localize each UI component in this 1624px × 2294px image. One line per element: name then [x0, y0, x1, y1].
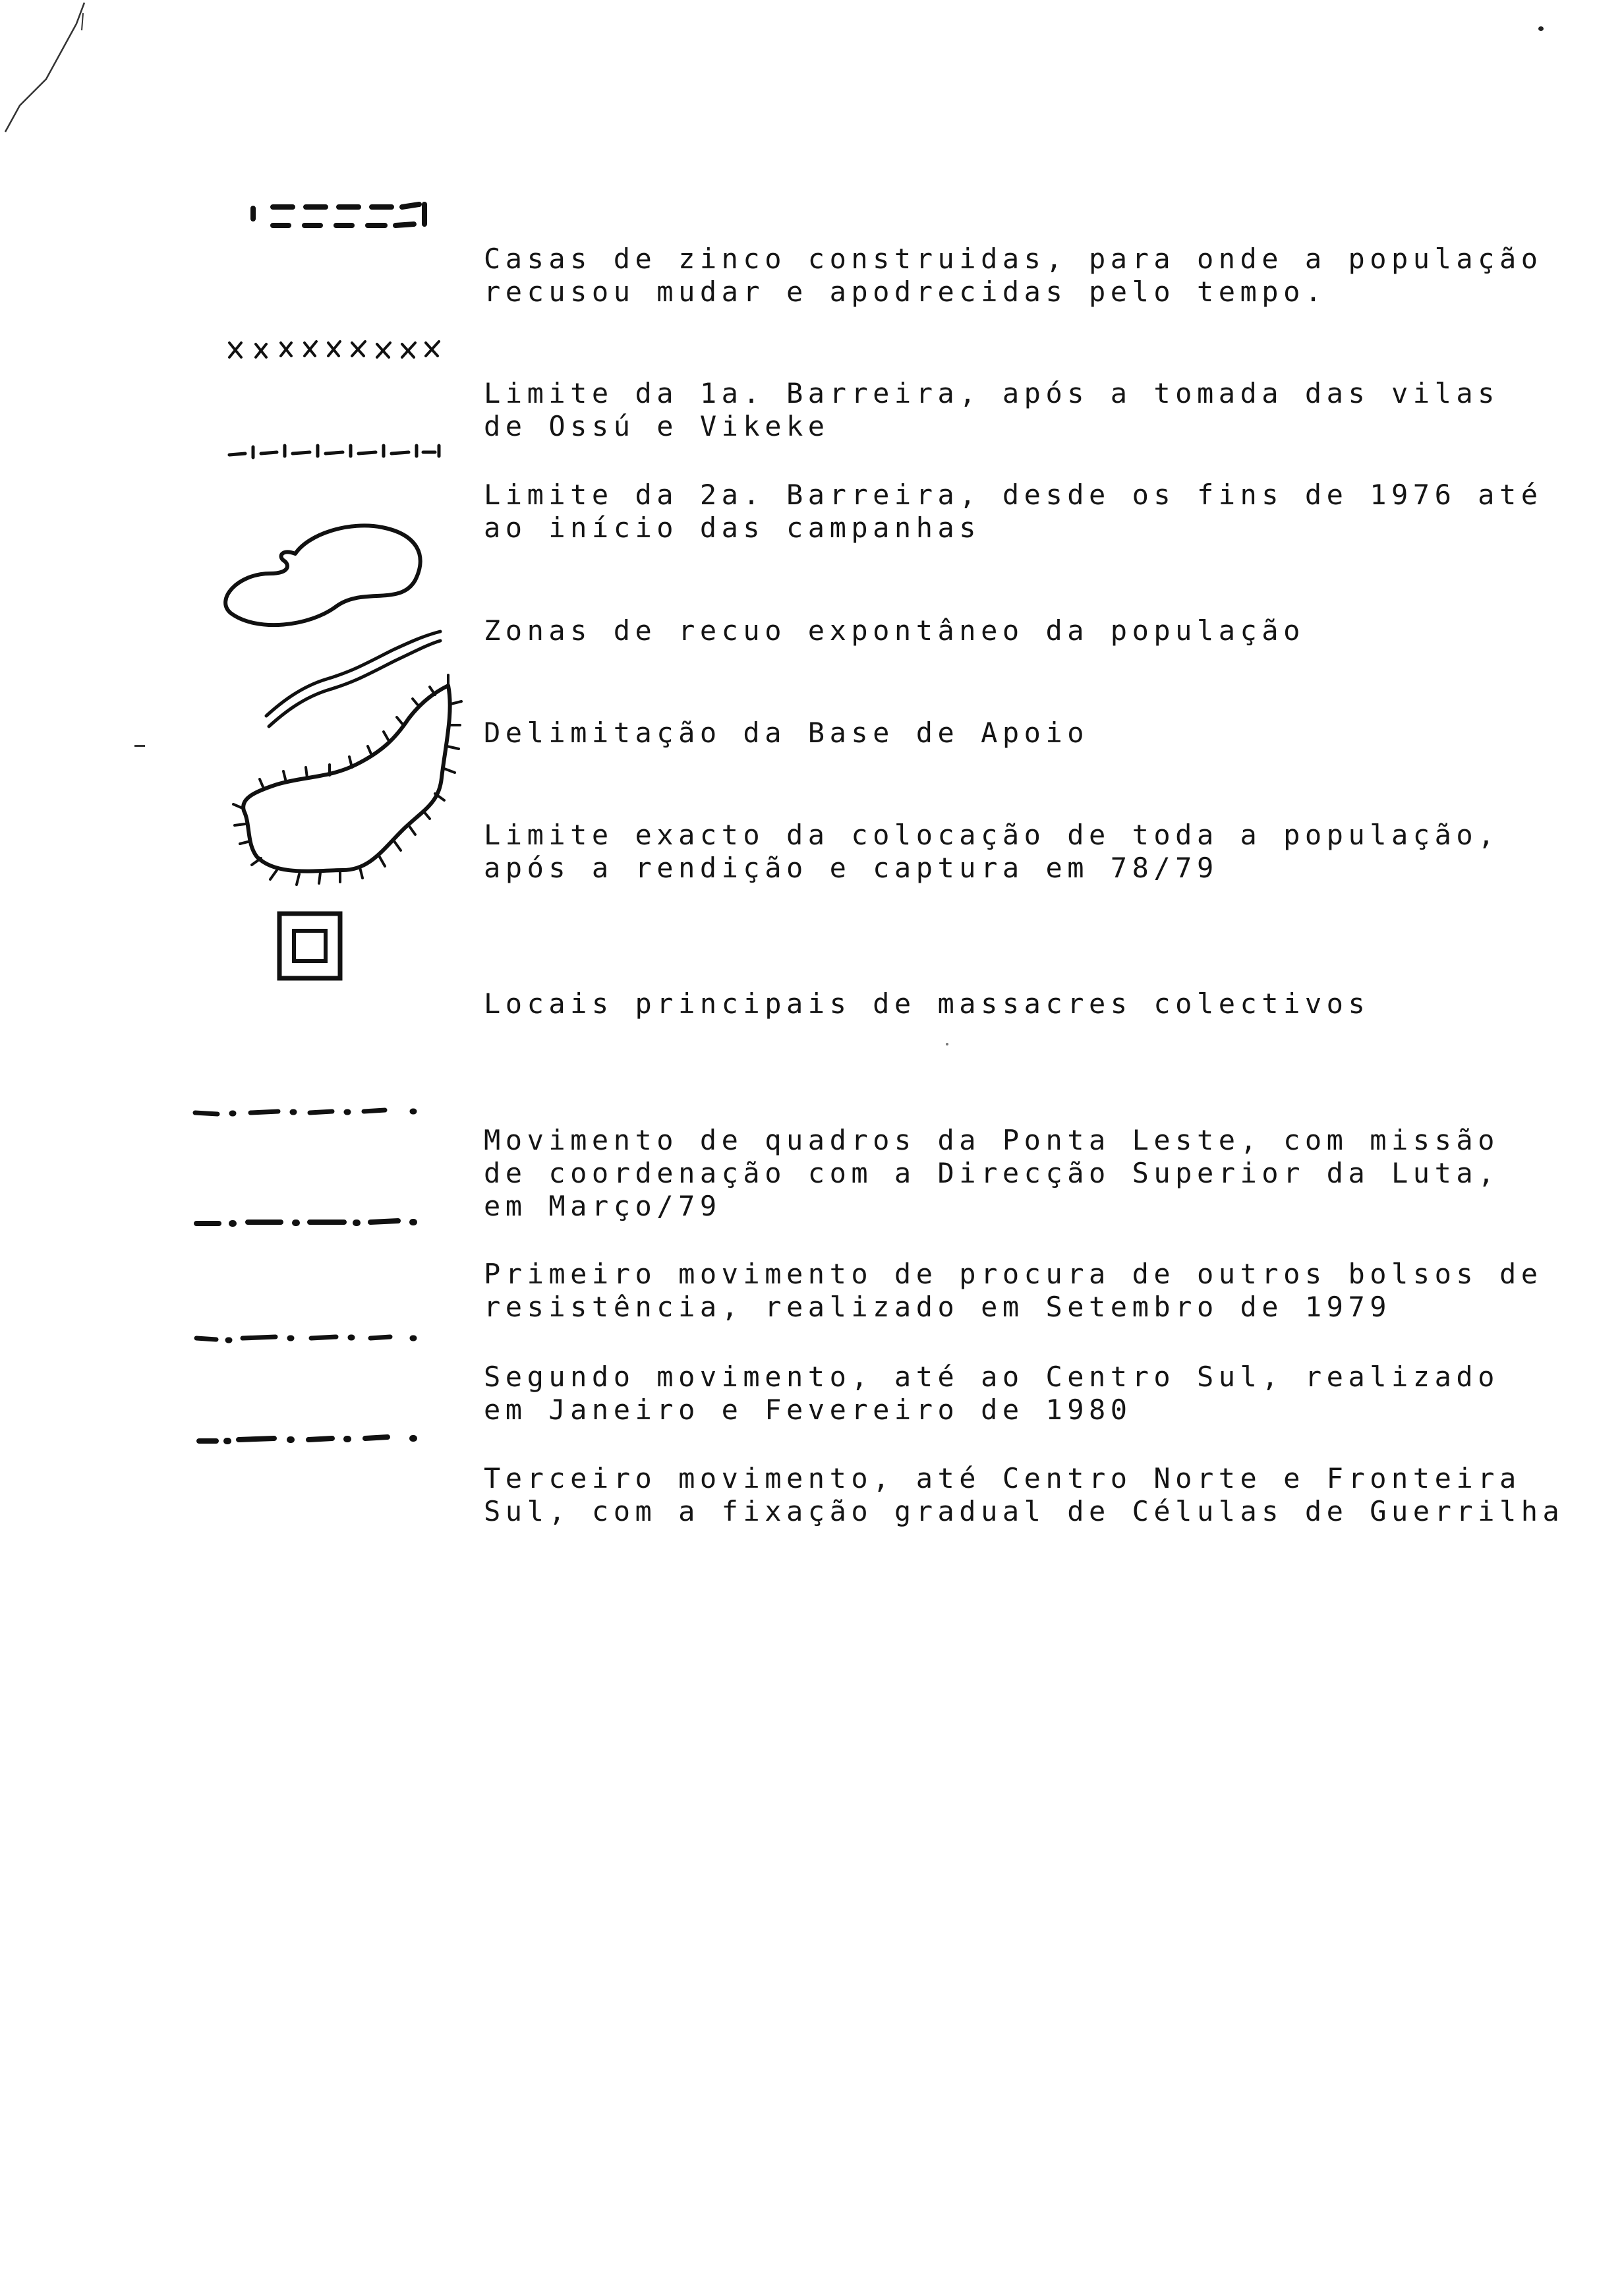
legend-text-zinc-houses: Casas de zinco construidas, para onde a população recusou mudar e apodrecidas pelo tempo.: [484, 243, 1543, 308]
dash-dot-line-symbol: [191, 1102, 428, 1122]
double-square-symbol: [277, 911, 343, 981]
x-line-symbol: [225, 335, 443, 368]
legend-text-second-movement: Segundo movimento, até ao Centro Sul, realizado em Janeiro e Fevereiro de 1980: [484, 1361, 1499, 1426]
legend-text-support-base: Delimitação da Base de Apoio: [484, 717, 1089, 749]
legend-text-first-movement: Primeiro movimento de procura de outros bolsos de resistência, realizado em Setembro de 1979: [484, 1258, 1543, 1323]
tick-line-symbol: [227, 435, 444, 468]
speck-mark: [1538, 26, 1544, 31]
dash-dot-line-symbol: [192, 1213, 430, 1233]
legend-text-massacre-sites: Locais principais de massacres colectivos: [484, 987, 1370, 1020]
legend-text-retreat-zones: Zonas de recuo expontâneo da população: [484, 614, 1305, 647]
hatched-outline-symbol: [231, 672, 468, 897]
margin-dash-mark: [134, 745, 145, 747]
legend-text-population-limit: Limite exacto da colocação de toda a população, após a rendição e captura em 78/79: [484, 819, 1499, 884]
dash-dot-line-symbol: [192, 1430, 430, 1450]
blob-outline-symbol: [218, 508, 435, 639]
dashed-box-symbol: [249, 195, 434, 237]
legend-text-third-movement: Terceiro movimento, até Centro Norte e Fronteira Sul, com a fixação gradual de Células de Guerrilha: [484, 1462, 1565, 1527]
legend-text-second-barrier: Limite da 2a. Barreira, desde os fins de 1976 até ao início das campanhas: [484, 479, 1543, 544]
dash-dot-line-symbol: [192, 1329, 430, 1349]
corner-pen-stroke: [0, 0, 105, 145]
legend-text-first-barrier: Limite da 1a. Barreira, após a tomada das vilas de Ossú e Vikeke: [484, 377, 1499, 442]
legend-text-ponta-leste-movement: Movimento de quadros da Ponta Leste, com missão de coordenação com a Direcção Superior da Luta, em Março/79: [484, 1124, 1499, 1222]
